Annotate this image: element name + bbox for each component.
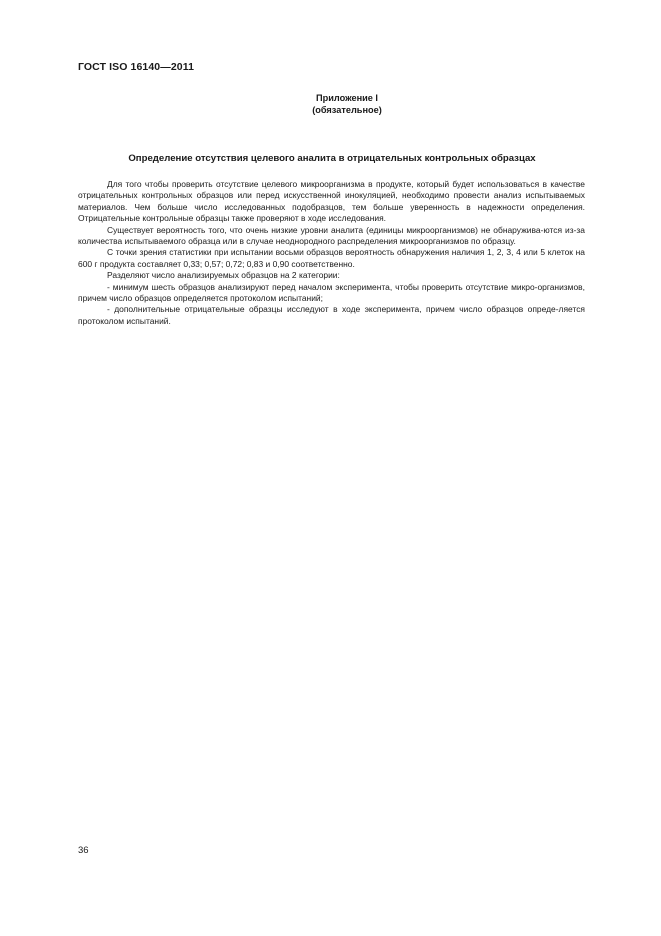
page-number: 36 [78, 845, 89, 856]
paragraph: С точки зрения статистики при испытании восьми образцов вероятность обнаружения наличия 1, 2, 3, 4 или 5 клеток на 600 г продукта составляет 0,33; 0,57; 0,72; 0,83 и 0,90 соответственно. [78, 247, 585, 269]
paragraph: Для того чтобы проверить отсутствие целевого микроорганизма в продукте, который будет использоваться в качестве отрицательных контрольных образцов или перед искусственной инокуляцией, необходимо провести анализ испытываемых материалов. Чем больше число исследованных подобразцов, тем больше уверенность в надежности определения. Отрицательные контрольные образцы также проверяют в ходе исследования. [78, 179, 585, 224]
paragraph: Существует вероятность того, что очень низкие уровни аналита (единицы микроорганизмов) не обнаружива-ются из-за количества испытываемого образца или в случае неоднородного распределения микроорганизмов по образцу. [78, 224, 585, 247]
annex-heading [272, 92, 422, 116]
paragraph: Разделяют число анализируемых образцов на 2 категории: [107, 270, 340, 281]
standard-header: ГОСТ ISO 16140—2011 [78, 61, 195, 73]
list-item: - дополнительные отрицательные образцы исследуют в ходе эксперимента, причем число образцов опреде-ляется протоколом испытаний. [78, 304, 585, 326]
annex-label: Приложение I [316, 93, 378, 103]
list-item: - минимум шесть образцов анализируют перед началом эксперимента, чтобы проверить отсутствие микро-организмов, причем число образцов определяется протоколом испытаний; [78, 281, 585, 304]
body-text [78, 179, 585, 327]
annex-status: (обязательное) [312, 105, 382, 115]
section-title: Определение отсутствия целевого аналита в отрицательных контрольных образцах [128, 153, 536, 164]
